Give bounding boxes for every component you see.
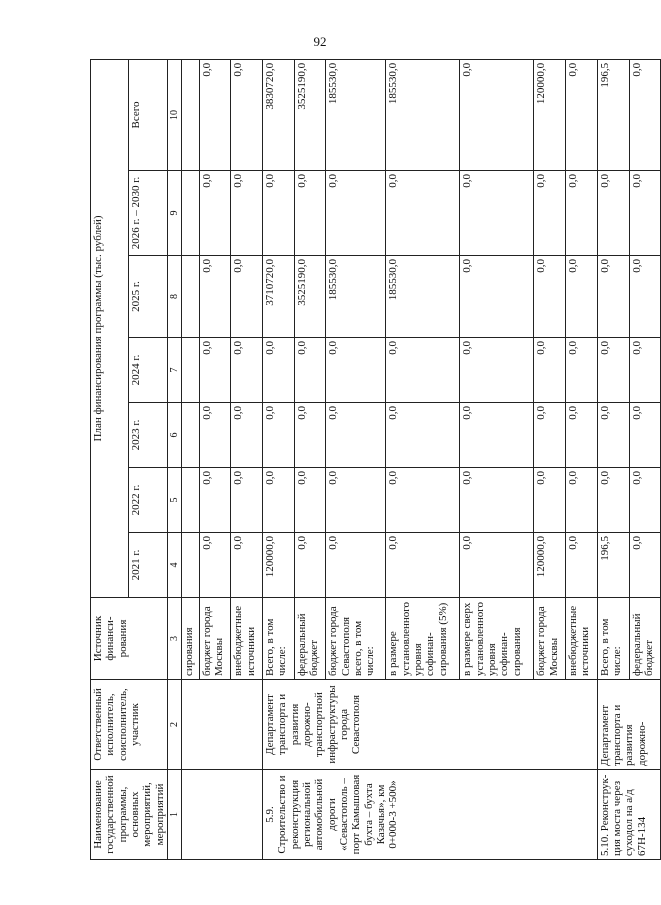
measure-5-9-name: 5.9. Строительство и реконструкция региональной автомобильной дороги «Севастополь – порт Камышовая бухта – бухта Казачья», км 0+000-3 +500» — [263, 770, 598, 860]
value-cell: 185530,0 — [326, 256, 386, 338]
value-cell: 0,0 — [199, 338, 231, 403]
header-year: 2022 г. — [129, 468, 167, 533]
source-cell: Всего, в том числе: — [263, 598, 295, 680]
column-number: 9 — [167, 171, 181, 256]
value-cell: 0,0 — [263, 338, 295, 403]
value-cell: 196,5 — [597, 533, 629, 598]
value-cell: 0,0 — [263, 171, 295, 256]
table-row — [182, 59, 200, 859]
value-cell: 0,0 — [597, 171, 629, 256]
value-cell: 0,0 — [231, 468, 263, 533]
value-cell: 120000,0 — [534, 533, 566, 598]
source-cell: в размере установленного уровня софинан-сирования (5%) — [386, 598, 460, 680]
value-cell: 0,0 — [629, 256, 661, 338]
value-cell: 0,0 — [566, 403, 598, 468]
value-cell: 0,0 — [534, 403, 566, 468]
value-cell: 120000,0 — [263, 533, 295, 598]
value-cell: 0,0 — [534, 338, 566, 403]
value-cell — [182, 468, 200, 533]
value-cell: 0,0 — [294, 403, 326, 468]
rotated-table-wrapper — [90, 60, 655, 860]
value-cell: 0,0 — [566, 59, 598, 170]
column-number: 10 — [167, 59, 181, 170]
value-cell: 0,0 — [629, 171, 661, 256]
value-cell: 196,5 — [597, 59, 629, 170]
measure-5-10-name: 5.10. Реконструк-ция моста через суходол на а/д 67Н-134 — [597, 770, 660, 860]
value-cell: 0,0 — [534, 256, 566, 338]
source-cell: бюджет города Севастополя всего, в том числе: — [326, 598, 386, 680]
source-cell: Всего, в том числе: — [597, 598, 629, 680]
table-row — [263, 59, 295, 859]
value-cell: 0,0 — [597, 338, 629, 403]
header-year: 2025 г. — [129, 256, 167, 338]
value-cell: 185530,0 — [386, 59, 460, 170]
value-cell: 0,0 — [460, 468, 534, 533]
value-cell: 0,0 — [460, 338, 534, 403]
value-cell: 0,0 — [534, 468, 566, 533]
value-cell: 0,0 — [199, 256, 231, 338]
column-number: 7 — [167, 338, 181, 403]
header-year: 2024 г. — [129, 338, 167, 403]
value-cell: 185530,0 — [326, 59, 386, 170]
value-cell: 0,0 — [326, 338, 386, 403]
value-cell: 0,0 — [199, 468, 231, 533]
value-cell: 3710720,0 — [263, 256, 295, 338]
value-cell: 0,0 — [386, 171, 460, 256]
value-cell: 0,0 — [263, 468, 295, 533]
value-cell: 0,0 — [199, 171, 231, 256]
column-number: 8 — [167, 256, 181, 338]
value-cell: 0,0 — [199, 403, 231, 468]
header-plan-title: План финансирования программы (тыс. рублей) — [91, 59, 129, 597]
source-cell: сирования — [182, 598, 200, 680]
header-name: Наименование государственной программы, основных мероприятий, мероприятий — [91, 770, 168, 860]
header-year: 2021 г. — [129, 533, 167, 598]
column-number: 5 — [167, 468, 181, 533]
value-cell — [182, 256, 200, 338]
value-cell: 0,0 — [326, 468, 386, 533]
value-cell: 0,0 — [460, 59, 534, 170]
value-cell: 0,0 — [629, 468, 661, 533]
value-cell: 0,0 — [231, 533, 263, 598]
value-cell: 0,0 — [294, 533, 326, 598]
value-cell: 0,0 — [629, 403, 661, 468]
source-cell: бюджет города Москвы — [199, 598, 231, 680]
value-cell: 3525190,0 — [294, 59, 326, 170]
value-cell: 0,0 — [534, 171, 566, 256]
value-cell: 0,0 — [326, 533, 386, 598]
executor-cell-continued — [182, 680, 263, 770]
value-cell: 120000,0 — [534, 59, 566, 170]
value-cell: 3830720,0 — [263, 59, 295, 170]
name-cell-continued — [182, 770, 263, 860]
value-cell: 0,0 — [460, 403, 534, 468]
header-source: Источник финанси-рования — [91, 598, 168, 680]
source-cell: бюджет города Москвы — [534, 598, 566, 680]
value-cell: 0,0 — [566, 171, 598, 256]
value-cell: 0,0 — [386, 403, 460, 468]
value-cell: 0,0 — [326, 403, 386, 468]
value-cell: 0,0 — [566, 468, 598, 533]
value-cell — [182, 59, 200, 170]
value-cell: 0,0 — [231, 338, 263, 403]
column-number: 3 — [167, 598, 181, 680]
value-cell: 0,0 — [231, 256, 263, 338]
header-total: Всего — [129, 59, 167, 170]
column-number: 4 — [167, 533, 181, 598]
value-cell — [182, 171, 200, 256]
column-number: 2 — [167, 680, 181, 770]
value-cell: 0,0 — [199, 533, 231, 598]
value-cell: 0,0 — [263, 403, 295, 468]
value-cell: 0,0 — [460, 533, 534, 598]
source-cell: в размере сверх установленного уровня софинан-сирования — [460, 598, 534, 680]
value-cell: 0,0 — [199, 59, 231, 170]
value-cell: 0,0 — [231, 403, 263, 468]
value-cell: 0,0 — [294, 468, 326, 533]
value-cell: 0,0 — [597, 468, 629, 533]
value-cell — [182, 338, 200, 403]
value-cell: 0,0 — [597, 403, 629, 468]
value-cell: 0,0 — [386, 533, 460, 598]
value-cell: 0,0 — [566, 338, 598, 403]
value-cell: 0,0 — [231, 171, 263, 256]
column-number: 6 — [167, 403, 181, 468]
value-cell: 0,0 — [460, 171, 534, 256]
value-cell: 0,0 — [386, 338, 460, 403]
header-year: 2023 г. — [129, 403, 167, 468]
value-cell: 0,0 — [566, 533, 598, 598]
value-cell: 0,0 — [629, 338, 661, 403]
page-number: 92 — [313, 34, 327, 49]
value-cell: 0,0 — [566, 256, 598, 338]
column-number: 1 — [167, 770, 181, 860]
header-year: 2026 г. – 2030 г. — [129, 171, 167, 256]
value-cell: 3525190,0 — [294, 256, 326, 338]
financing-plan-table — [90, 59, 661, 860]
value-cell: 0,0 — [629, 533, 661, 598]
value-cell — [182, 403, 200, 468]
value-cell: 0,0 — [294, 171, 326, 256]
column-number-row — [167, 59, 181, 859]
source-cell: внебюджетные источники — [566, 598, 598, 680]
value-cell: 0,0 — [326, 171, 386, 256]
measure-5-10-executor: Департамент транспорта и развития дорожно- — [597, 680, 660, 770]
table-row — [597, 59, 629, 859]
value-cell: 0,0 — [231, 59, 263, 170]
source-cell: федеральный бюджет — [629, 598, 661, 680]
measure-5-9-executor: Департамент транспорта и развития дорожно-транспортной инфраструктуры города Севастополя — [263, 680, 598, 770]
value-cell: 0,0 — [386, 468, 460, 533]
value-cell: 0,0 — [294, 338, 326, 403]
source-cell: внебюджетные источники — [231, 598, 263, 680]
header-executor: Ответственный исполнитель, соисполнитель, участник — [91, 680, 168, 770]
value-cell: 0,0 — [460, 256, 534, 338]
value-cell: 0,0 — [597, 256, 629, 338]
source-cell: федеральный бюджет — [294, 598, 326, 680]
value-cell: 185530,0 — [386, 256, 460, 338]
value-cell: 0,0 — [629, 59, 661, 170]
value-cell — [182, 533, 200, 598]
